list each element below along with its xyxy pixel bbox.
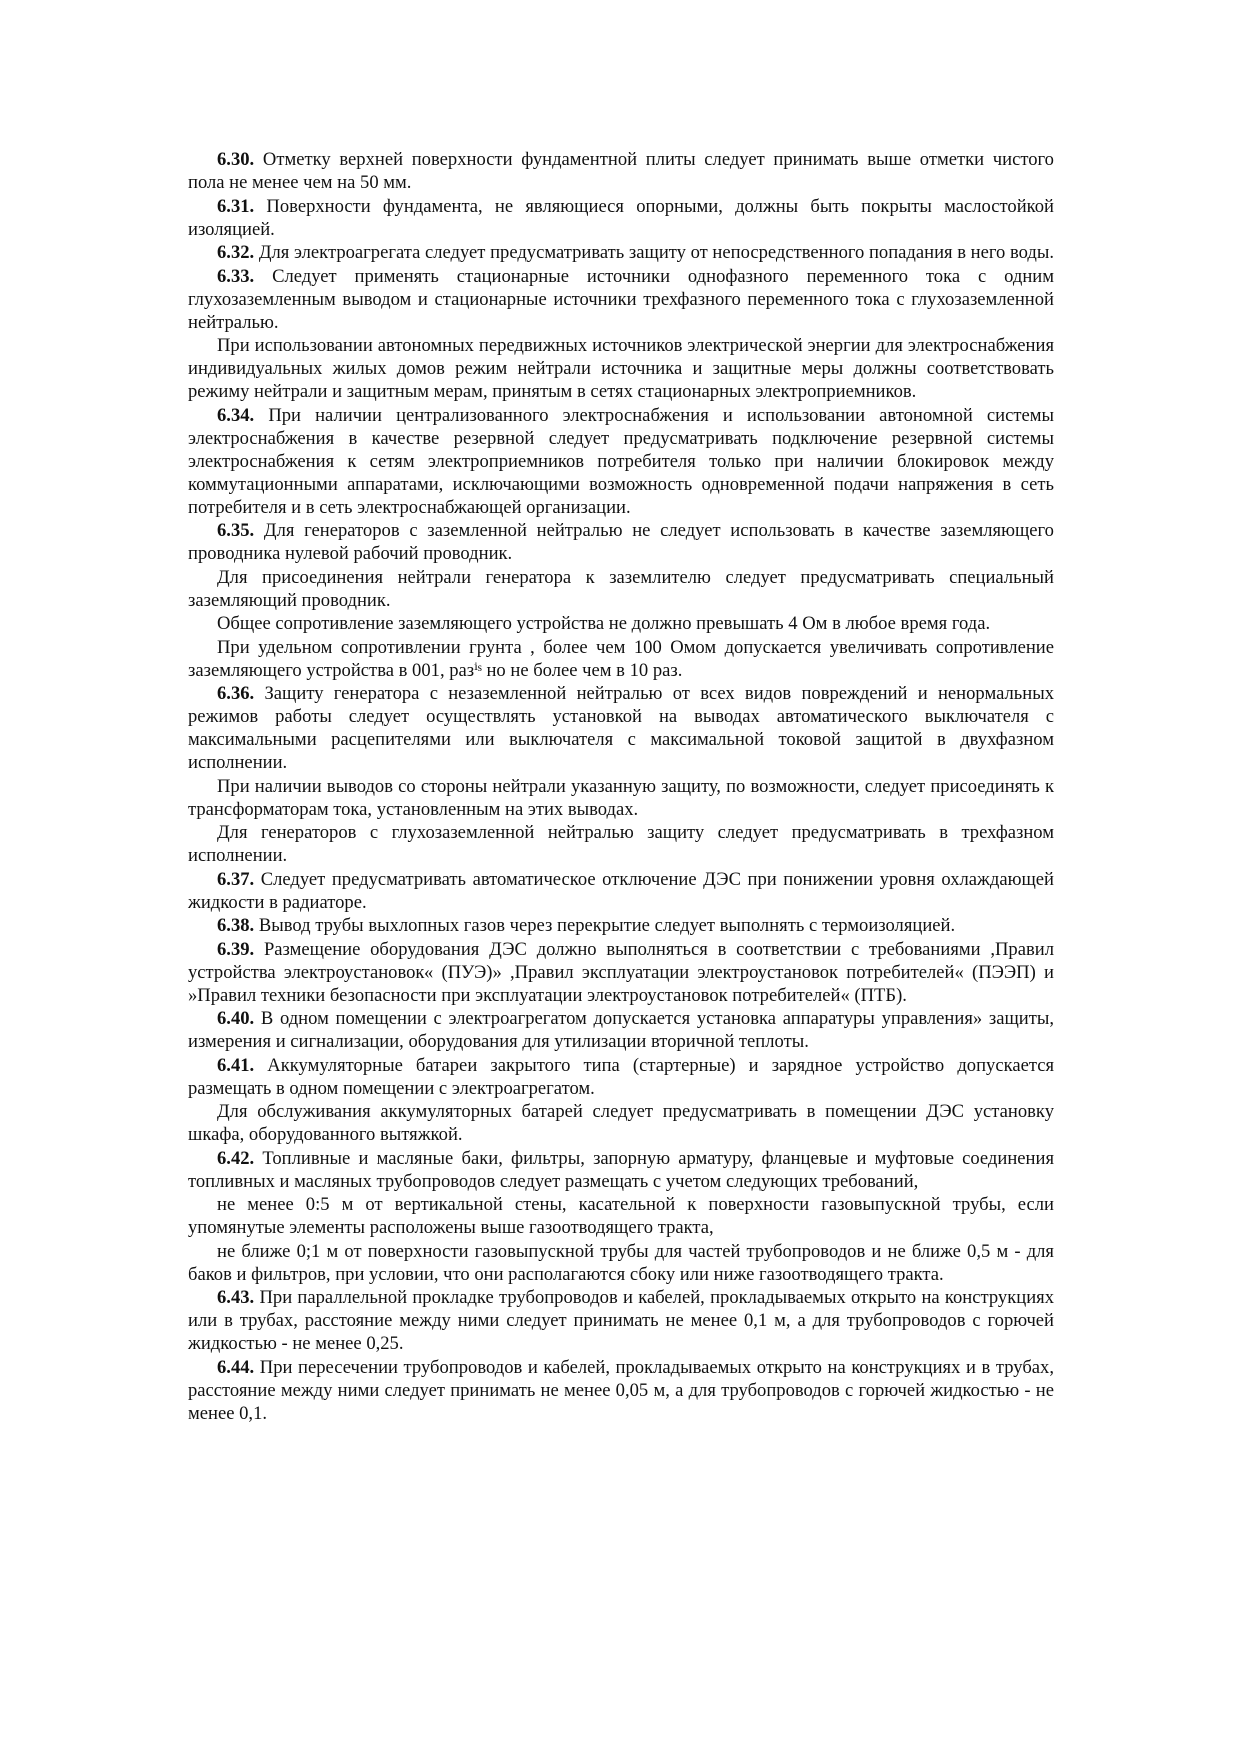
paragraph-text: Аккумуляторные батареи закрытого типа (стартерные) и зарядное устройство допускается размещать в одном помещении с электроагрегатом. xyxy=(188,1054,1054,1099)
clause-number: 6.33. xyxy=(217,265,255,287)
paragraph-text: Для обслуживания аккумуляторных батарей следует предусматривать в помещении ДЭС установку шкафа, оборудованного вытяжкой. xyxy=(188,1101,1054,1145)
paragraph-6-33 xyxy=(188,265,1054,334)
paragraph-text: Размещение оборудования ДЭС должно выполняться в соответствии с требованиями ,Правил устройства электроустановок« (ПУЭ)» ,Правил эксплуатации электроустановок потребителей« (ПЭЭП) и »Правил техники безопасности при эксплуатации электроустановок потребителей« (ПТБ). xyxy=(188,938,1054,1006)
paragraph-text: Для электроагрегата следует предусматривать защиту от непосредственного попадания в него воды. xyxy=(258,242,1054,263)
paragraph-6-41-cont xyxy=(188,1100,1054,1146)
paragraph-text: Для генераторов с заземленной нейтралью не следует использовать в качестве заземляющего проводника нулевой рабочий проводник. xyxy=(188,520,1054,564)
paragraph-text: Для присоединения нейтрали генератора к заземлителю следует предусматривать специальный заземляющий проводник. xyxy=(188,566,1054,611)
paragraph-6-42 xyxy=(188,1147,1054,1193)
paragraph-text: Для генераторов с глухозаземленной нейтралью защиту следует предусматривать в трехфазном исполнении. xyxy=(188,822,1054,866)
clause-number: 6.34. xyxy=(217,404,255,426)
clause-number: 6.43. xyxy=(217,1287,255,1308)
paragraph-6-35-cont-3 xyxy=(188,636,1054,682)
paragraph-6-36 xyxy=(188,682,1054,774)
document-page xyxy=(188,148,1054,1425)
paragraph-text: При параллельной прокладке трубопроводов и кабелей, прокладываемых открыто на конструкциях или в трубах, расстояние между ними следует принимать не менее 0,1 м, а для трубопроводов с горючей жидкостью - не менее 0,25. xyxy=(188,1287,1054,1354)
paragraph-6-35 xyxy=(188,519,1054,565)
paragraph-text: Отметку верхней поверхности фундаментной плиты следует принимать выше отметки чистого пола не менее чем на 50 мм. xyxy=(188,149,1054,193)
paragraph-text: Общее сопротивление заземляющего устройства не должно превышать 4 Ом в любое время года. xyxy=(217,613,991,634)
paragraph-text: При наличии централизованного электроснабжения и использовании автономной системы электроснабжения в качестве резервной следует предусматривать подключение резервной системы электроснабжения к сетям электроприемников потребителя только при наличии блокировок между коммутационными аппаратами, исключающими возможность одновременной подачи напряжения в сеть потребителя и в сеть электроснабжающей организации. xyxy=(188,404,1054,518)
paragraph-6-36-cont-2 xyxy=(188,821,1054,867)
paragraph-6-41 xyxy=(188,1054,1054,1100)
paragraph-6-42-cont-2 xyxy=(188,1240,1054,1286)
clause-number: 6.35. xyxy=(217,520,255,541)
paragraph-text: не менее 0:5 м от вертикальной стены, касательной к поверхности газовыпускной трубы, если упомянутые элементы расположены выше газоотводящего тракта, xyxy=(188,1194,1054,1238)
clause-number: 6.30. xyxy=(217,149,255,170)
paragraph-text: Топливные и масляные баки, фильтры, запорную арматуру, фланцевые и муфтовые соединения топливных и масляных трубопроводов следует размещать с учетом следующих требований, xyxy=(188,1147,1054,1192)
paragraph-6-37 xyxy=(188,868,1054,914)
paragraph-6-39 xyxy=(188,938,1054,1007)
paragraph-text: При использовании автономных передвижных источников электрической энергии для электроснабжения индивидуальных жилых домов режим нейтрали источника и защитные меры должны соответствовать режиму нейтрали и защитным мерам, принятым в сетях стационарных электроприемников. xyxy=(188,335,1054,402)
clause-number: 6.36. xyxy=(217,683,255,704)
paragraph-6-42-cont-1 xyxy=(188,1193,1054,1239)
paragraph-text: Следует применять стационарные источники однофазного переменного тока с одним глухозаземленным выводом и стационарные источники трехфазного переменного тока с глухозаземленной нейтралью. xyxy=(188,265,1054,333)
paragraph-text: Вывод трубы выхлопных газов через перекрытие следует выполнять с термоизоляцией. xyxy=(258,915,956,936)
paragraph-text: не ближе 0;1 м от поверхности газовыпускной трубы для частей трубопроводов и не ближе 0,5 м - для баков и фильтров, при условии, что они располагаются сбоку или ниже газоотводящего тракта. xyxy=(188,1240,1054,1285)
paragraph-6-40 xyxy=(188,1007,1054,1053)
paragraph-6-35-cont-2 xyxy=(188,612,1054,635)
paragraph-6-35-cont-1 xyxy=(188,566,1054,612)
paragraph-text: Защиту генератора с незаземленной нейтралью от всех видов повреждений и ненормальных режимов работы следует осуществлять установкой на выводах автоматического выключателя с максимальными расцепителями или выключателя с максимальной токовой защитой в двухфазном исполнении. xyxy=(188,683,1055,773)
clause-number: 6.41. xyxy=(217,1054,255,1076)
paragraph-6-44 xyxy=(188,1356,1054,1425)
clause-number: 6.40. xyxy=(217,1008,255,1029)
clause-number: 6.42. xyxy=(217,1147,255,1169)
paragraph-text: При удельном сопротивлении грунта , более чем 100 Ом͏ом допускается увеличивать сопротивление заземляющего устройства в 0͏01, раз͏ⁱ͏ˢ но не более чем в 10 раз. xyxy=(188,636,1054,681)
paragraph-text: В одном помещении с электроагрегатом допускается установка аппаратуры управления» защиты, измерения и сигнализации, оборудования для утилизации вторичной теплоты. xyxy=(188,1008,1054,1052)
paragraph-6-32 xyxy=(188,241,1054,264)
paragraph-6-38 xyxy=(188,914,1054,937)
paragraph-text: При пересечении трубопроводов и кабелей, прокладываемых открыто на конструкциях и в трубах, расстояние между ними следует принимать не менее 0,05 м, а для трубопроводов с горючей жидкостью - не менее 0,1. xyxy=(188,1356,1054,1424)
clause-number: 6.31. xyxy=(217,195,255,217)
paragraph-text: При наличии выводов со стороны нейтрали указанную защиту, по возможности, следует присоединять к трансформаторам тока, установленным на этих выводах. xyxy=(188,775,1054,820)
paragraph-6-33-cont xyxy=(188,334,1054,403)
clause-number: 6.38. xyxy=(217,915,255,936)
paragraph-6-36-cont-1 xyxy=(188,775,1054,821)
paragraph-6-34 xyxy=(188,404,1054,519)
clause-number: 6.37. xyxy=(217,868,255,890)
paragraph-6-31 xyxy=(188,195,1054,241)
paragraph-text: Следует предусматривать автоматическое отключение ДЭС при понижении уровня охлаждающей жидкости в радиаторе. xyxy=(188,868,1054,913)
paragraph-text: Поверхности фундамента, не являющиеся опорными, должны быть покрыты маслостойкой изоляцией. xyxy=(188,195,1054,240)
clause-number: 6.32. xyxy=(217,242,255,263)
paragraph-6-43 xyxy=(188,1286,1054,1355)
clause-number: 6.44. xyxy=(217,1356,255,1378)
paragraph-6-30 xyxy=(188,148,1054,194)
clause-number: 6.39. xyxy=(217,938,255,960)
